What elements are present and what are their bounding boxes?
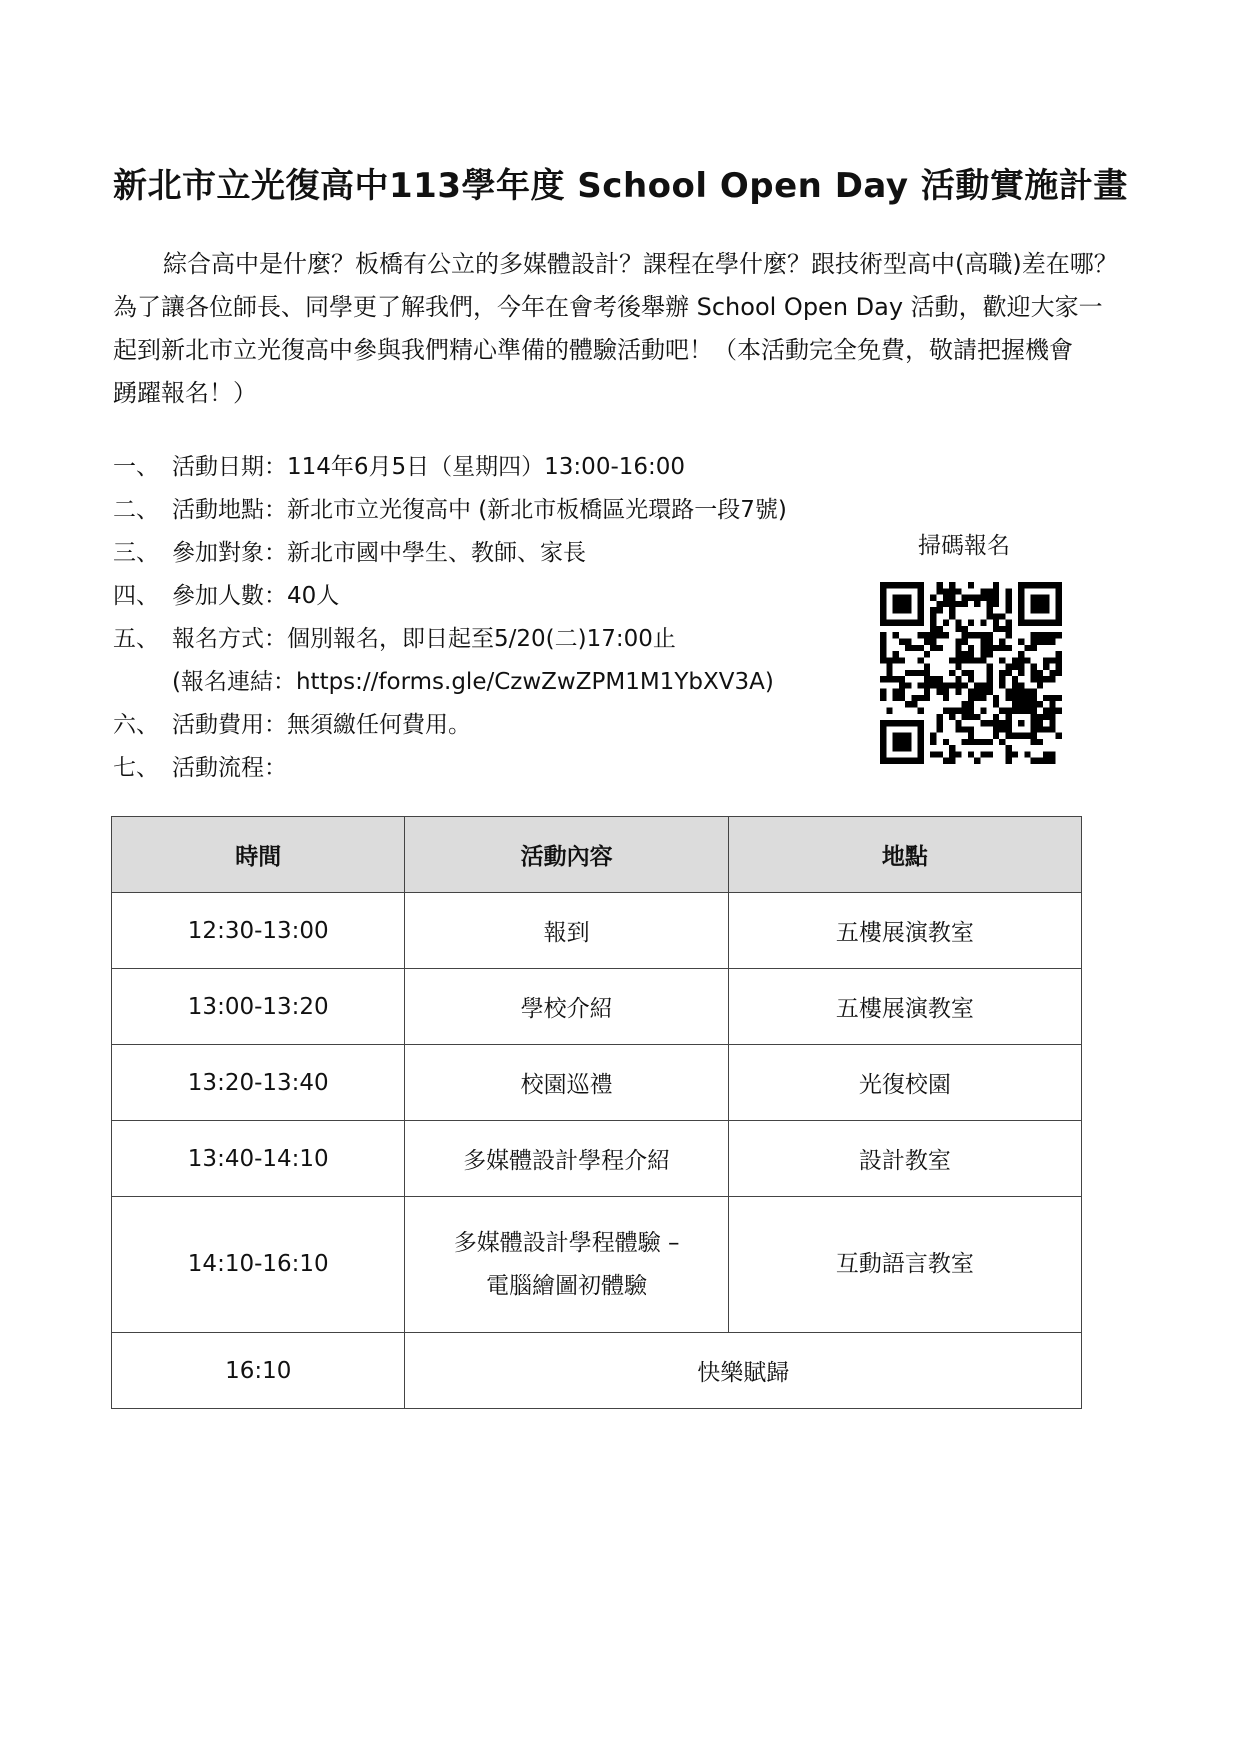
cell-time: 16:10 (112, 1333, 405, 1409)
cell-content-line: 電腦繪圖初體驗 (486, 1272, 648, 1299)
item-text: 活動費用：無須繳任何費用。 (172, 712, 471, 738)
schedule-table (111, 816, 1082, 1409)
item-text: 報名方式：個別報名，即日起至5/20(二)17:00止 (172, 626, 676, 652)
table-row (112, 893, 1082, 969)
intro-line: 為了讓各位師長、同學更了解我們，今年在會考後舉辦 School Open Day 活動，歡迎大家一 (113, 293, 1103, 321)
info-item-registration (113, 618, 873, 661)
cell-time: 14:10-16:10 (112, 1197, 405, 1333)
registration-link[interactable]: (報名連結：https://forms.gle/CzwZwZPM1M1YbXV3A) (172, 669, 774, 695)
table-row (112, 1121, 1082, 1197)
item-text: 活動地點：新北市立光復高中 (新北市板橋區光環路一段7號) (172, 497, 787, 523)
item-number: 一、 (113, 454, 159, 480)
cell-place: 五樓展演教室 (728, 893, 1081, 969)
intro-line: 綜合高中是什麼？板橋有公立的多媒體設計？課程在學什麼？跟技術型高中(高職)差在哪？ (163, 250, 1118, 278)
cell-content: 報到 (405, 893, 728, 969)
info-item-schedule (113, 747, 873, 790)
info-item-audience (113, 532, 873, 575)
item-text: 活動日期：114年6月5日（星期四）13:00-16:00 (172, 454, 686, 480)
item-number: 二、 (113, 497, 159, 523)
table-header-row (112, 817, 1082, 893)
cell-content (405, 1197, 728, 1333)
item-number: 五、 (113, 626, 159, 652)
cell-place: 互動語言教室 (728, 1197, 1081, 1333)
item-number: 三、 (113, 540, 159, 566)
item-text: 參加人數：40人 (172, 583, 340, 609)
info-item-location (113, 489, 873, 532)
info-list (113, 446, 873, 790)
cell-place: 光復校園 (728, 1045, 1081, 1121)
item-number: 四、 (113, 583, 159, 609)
info-item-registration-link[interactable] (113, 661, 873, 704)
intro-paragraph (113, 243, 1153, 415)
info-item-fee (113, 704, 873, 747)
info-item-capacity (113, 575, 873, 618)
cell-content: 多媒體設計學程介紹 (405, 1121, 728, 1197)
qr-code-icon[interactable] (880, 582, 1062, 764)
qr-label: 掃碼報名 (918, 533, 1010, 559)
cell-time: 13:40-14:10 (112, 1121, 405, 1197)
cell-content-line: 多媒體設計學程體驗 – (453, 1229, 680, 1256)
item-number: 七、 (113, 755, 159, 781)
intro-line: 踴躍報名！） (113, 379, 257, 407)
info-item-date (113, 446, 873, 489)
cell-time: 13:20-13:40 (112, 1045, 405, 1121)
header-time: 時間 (112, 817, 405, 893)
cell-content: 學校介紹 (405, 969, 728, 1045)
cell-place: 五樓展演教室 (728, 969, 1081, 1045)
table-row (112, 1333, 1082, 1409)
page-title: 新北市立光復高中113學年度 School Open Day 活動實施計畫 (113, 166, 1128, 206)
cell-time: 12:30-13:00 (112, 893, 405, 969)
table-row (112, 1045, 1082, 1121)
item-number: 六、 (113, 712, 159, 738)
item-text: 活動流程： (172, 755, 287, 781)
table-row (112, 969, 1082, 1045)
cell-content: 快樂賦歸 (405, 1333, 1082, 1409)
cell-place: 設計教室 (728, 1121, 1081, 1197)
cell-content: 校園巡禮 (405, 1045, 728, 1121)
header-content: 活動內容 (405, 817, 728, 893)
intro-line: 起到新北市立光復高中參與我們精心準備的體驗活動吧！（本活動完全免費，敬請把握機會 (113, 336, 1073, 364)
header-place: 地點 (728, 817, 1081, 893)
cell-time: 13:00-13:20 (112, 969, 405, 1045)
table-row (112, 1197, 1082, 1333)
item-text: 參加對象：新北市國中學生、教師、家長 (172, 540, 586, 566)
